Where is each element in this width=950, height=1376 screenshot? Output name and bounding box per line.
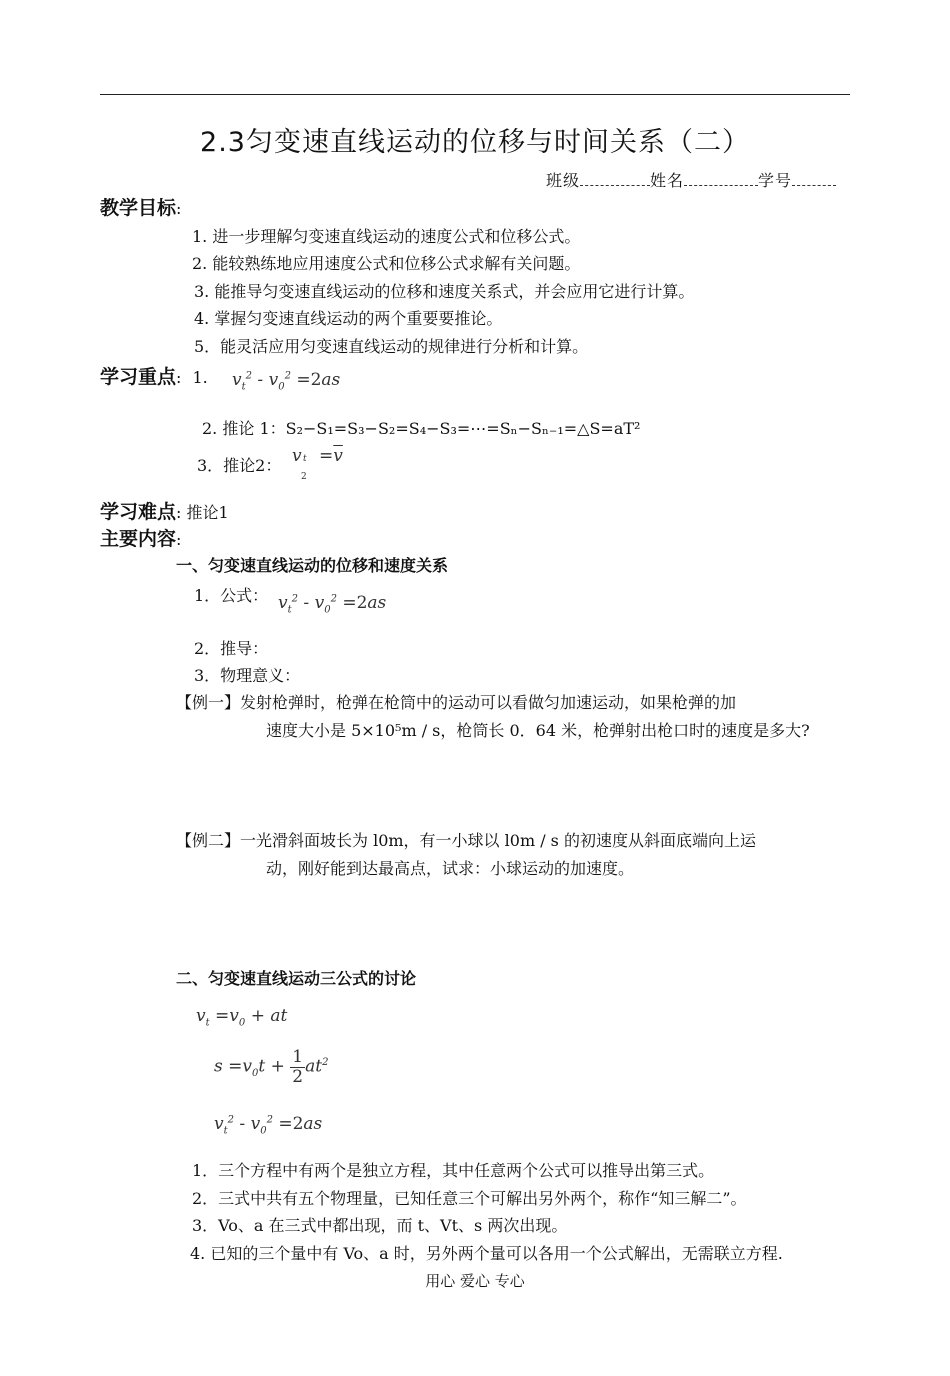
difficulty-row: [100, 497, 229, 524]
top-rule: [100, 94, 850, 95]
objectives-heading: 教学目标: [100, 197, 177, 219]
formula-velocity-displacement: $v_t^2 - v_0^2 =2as$: [232, 370, 341, 393]
derivation-label: 2．推导：: [194, 639, 269, 658]
name-blank[interactable]: [684, 172, 758, 186]
main-content-heading: 主要内容: [100, 528, 177, 550]
name-label: 姓名: [650, 171, 685, 190]
key-points-heading-row: 学习重点: 1.: [100, 366, 208, 388]
formula-label: 1．公式：: [194, 586, 269, 605]
key-point-3-label: 3．推论2：: [197, 456, 282, 475]
formula-midtime-velocity: v t 2 $=\overline{v}$: [292, 446, 343, 482]
example1-line2: 速度大小是 5×10⁵m / s，枪筒长 0．64 米，枪弹射出枪口时的速度是多大?: [266, 721, 810, 740]
formula-velocity-time: $v_t =v_0$ + at: [196, 1006, 288, 1029]
formula-velocity-displacement-3: $v_t^2 - v_0^2 =2as$: [214, 1114, 323, 1137]
key-point-1-number: 1.: [192, 368, 208, 387]
objectives-heading-row: 教学目标:: [100, 197, 182, 219]
objective-item-4: 4. 掌握匀变速直线运动的两个重要要推论。: [194, 309, 503, 328]
discussion-note-4: 4. 已知的三个量中有 Vo、a 时，另外两个量可以各用一个公式解出，无需联立方程.: [190, 1244, 783, 1263]
discussion-note-3: 3．Vo、a 在三式中都出现，而 t、Vt、s 两次出现。: [192, 1216, 568, 1235]
physical-meaning-label: 3．物理意义：: [194, 666, 301, 685]
part2-title: 二、匀变速直线运动三公式的讨论: [176, 969, 417, 988]
class-label: 班级: [546, 171, 581, 190]
page-title: 2.3匀变速直线运动的位移与时间关系（二）: [200, 127, 750, 158]
objective-item-1: 1. 进一步理解匀变速直线运动的速度公式和位移公式。: [192, 227, 581, 246]
student-id-blank[interactable]: [792, 172, 836, 186]
difficulty-heading: 学习难点: [100, 501, 177, 523]
objective-item-5: 5．能灵活应用匀变速直线运动的规律进行分析和计算。: [194, 337, 589, 356]
main-content-heading-row: 主要内容:: [100, 528, 182, 550]
difficulty-text: : 推论1: [176, 503, 229, 522]
discussion-note-2: 2．三式中共有五个物理量，已知任意三个可解出另外两个，称作“知三解二”。: [192, 1189, 747, 1208]
formula-velocity-displacement-2: $v_t^2 - v_0^2 =2as$: [278, 593, 387, 616]
part1-title: 一、匀变速直线运动的位移和速度关系: [176, 556, 449, 575]
discussion-note-1: 1．三个方程中有两个是独立方程，其中任意两个公式可以推导出第三式。: [192, 1161, 715, 1180]
page-footer: 用心 爱心 专心: [425, 1272, 525, 1290]
key-points-heading: 学习重点: [100, 366, 177, 388]
objective-item-3: 3. 能推导匀变速直线运动的位移和速度关系式，并会应用它进行计算。: [194, 282, 695, 301]
formula-displacement-time: $s =v_0t$ + $\frac{1}{2}$ $at^2$: [214, 1047, 329, 1087]
key-point-2: 2. 推论 1：S₂−S₁=S₃−S₂=S₄−S₃=⋯=Sₙ−Sₙ₋₁=△S=aT²: [202, 419, 641, 438]
example2-line2: 动，刚好能到达最高点，试求：小球运动的加速度。: [266, 859, 635, 878]
example2-line1: 【例二】一光滑斜面坡长为 l0m，有一小球以 l0m / s 的初速度从斜面底端向上运: [176, 831, 756, 850]
student-info-fields: [546, 168, 836, 191]
student-id-label: 学号: [758, 171, 793, 190]
objective-item-2: 2. 能较熟练地应用速度公式和位移公式求解有关问题。: [192, 254, 581, 273]
example1-line1: 【例一】发射枪弹时，枪弹在枪筒中的运动可以看做匀加速运动，如果枪弹的加: [176, 693, 737, 712]
class-blank[interactable]: [580, 172, 650, 186]
